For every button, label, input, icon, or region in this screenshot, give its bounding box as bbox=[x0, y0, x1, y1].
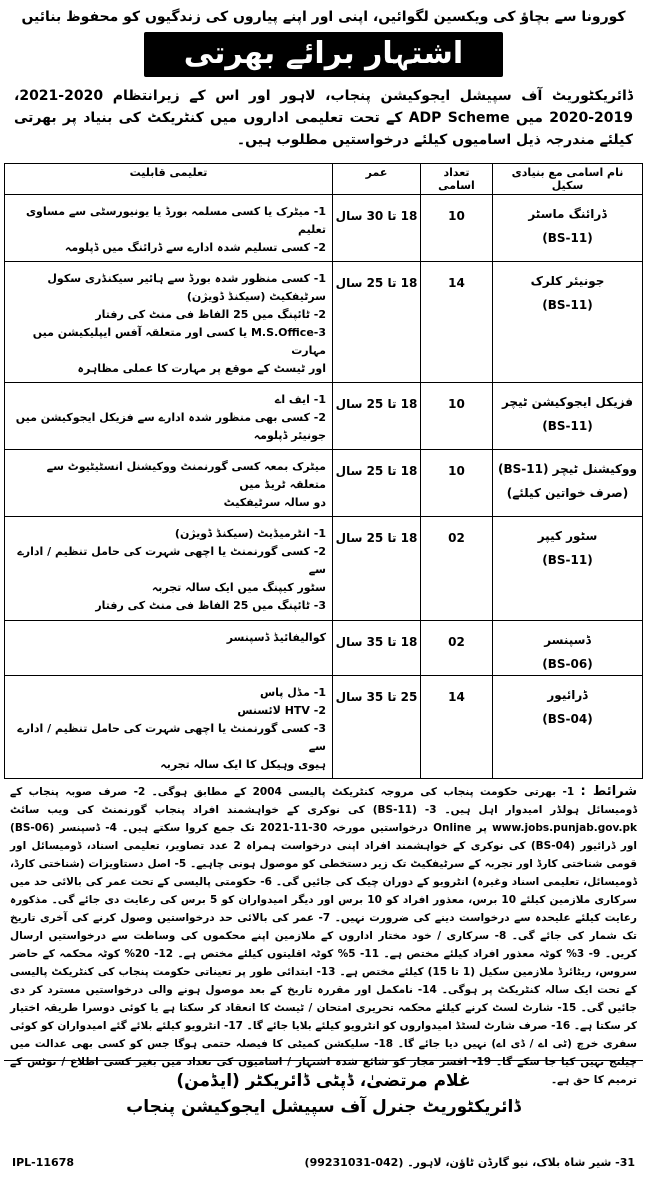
post-name: ڈرائنگ ماسٹر bbox=[528, 207, 607, 221]
post-count: 10 bbox=[421, 195, 493, 262]
qualification-cell bbox=[5, 517, 333, 621]
qualification-line: دو سالہ سرٹیفکیٹ bbox=[223, 496, 326, 509]
post-name: جونیئر کلرک bbox=[530, 274, 605, 288]
qualification-line: 2- HTV لائسنس bbox=[237, 704, 326, 717]
table-row bbox=[5, 517, 643, 621]
post-count: 14 bbox=[421, 676, 493, 779]
header-age: عمر bbox=[333, 164, 421, 195]
table-row bbox=[5, 195, 643, 262]
qualification-line: 2- کسی تسلیم شدہ ادارے سے ڈرائنگ میں ڈپلومہ bbox=[64, 241, 326, 254]
ad-title: اشتہار برائے بھرتی bbox=[144, 32, 503, 77]
table-row bbox=[5, 676, 643, 779]
qualification-cell bbox=[5, 676, 333, 779]
table-row bbox=[5, 621, 643, 676]
qualification-line: 1- ایف اے bbox=[274, 393, 326, 406]
qualification-cell bbox=[5, 621, 333, 676]
post-name: ڈسپنسر bbox=[544, 633, 591, 647]
ipl-number: IPL-11678 bbox=[12, 1155, 74, 1169]
intro-paragraph: ڈائریکٹوریٹ آف سپیشل ایجوکیشن پنجاب، لاہور اور اس کے زیرانتظام 2020-2021، 2019-2020 میں ADP Scheme کے تحت تعلیمی اداروں میں کنٹریکٹ کی بنیاد پر بھرتی کیلئے مندرجہ ذیل اسامیوں کیلئے درخواستیں مطلوب ہیں۔ bbox=[14, 88, 633, 148]
qualification-line: کوالیفائیڈ ڈسپنسر bbox=[226, 631, 326, 644]
table-row bbox=[5, 383, 643, 450]
age-limit: 18 تا 25 سال bbox=[333, 450, 421, 517]
post-scale: (BS-11) bbox=[542, 553, 593, 567]
post-count: 14 bbox=[421, 262, 493, 383]
qualification-line: 3- کسی گورنمنٹ یا اچھی شہرت کی حامل تنظیم / ادارے سے bbox=[17, 722, 326, 753]
qualification-line: 1- میٹرک یا کسی مسلمہ بورڈ یا یونیورسٹی سے مساوی تعلیم bbox=[25, 205, 326, 236]
post-count: 02 bbox=[421, 621, 493, 676]
table-body bbox=[5, 195, 643, 779]
post-scale: (BS-11) bbox=[542, 231, 593, 245]
age-limit: 18 تا 30 سال bbox=[333, 195, 421, 262]
post-name-cell bbox=[493, 262, 643, 383]
title-wrap bbox=[4, 32, 643, 77]
age-limit: 18 تا 35 سال bbox=[333, 621, 421, 676]
post-scale: (BS-04) bbox=[542, 712, 593, 726]
table-header-row bbox=[5, 164, 643, 195]
office-address: 31- شیر شاہ بلاک، نیو گارڈن ٹاؤن، لاہور۔ (042-99231031) bbox=[304, 1155, 635, 1169]
qualification-cell bbox=[5, 383, 333, 450]
post-scale: (BS-06) bbox=[542, 657, 593, 671]
post-name: ڈرائیور bbox=[547, 688, 588, 702]
post-name-cell bbox=[493, 621, 643, 676]
qualification-line: ہیوی وہیکل کا ایک سالہ تجربہ bbox=[160, 758, 326, 771]
job-advertisement bbox=[4, 4, 643, 1179]
qualification-cell bbox=[5, 450, 333, 517]
post-name-cell bbox=[493, 517, 643, 621]
table-row bbox=[5, 262, 643, 383]
qualification-line: میٹرک بمعہ کسی گورنمنٹ ووکیشنل انسٹیٹیوٹ سے متعلقہ ٹریڈ میں bbox=[46, 460, 326, 491]
age-limit: 18 تا 25 سال bbox=[333, 262, 421, 383]
post-scale: (BS-11) bbox=[542, 298, 593, 312]
post-name: ووکیشنل ٹیچر (BS-11) bbox=[498, 462, 637, 476]
signatory-org: ڈائریکٹوریٹ جنرل آف سپیشل ایجوکیشن پنجاب bbox=[126, 1097, 521, 1117]
qualification-line: 1- مڈل پاس bbox=[259, 686, 326, 699]
qualification-line: 2- کسی بھی منظور شدہ ادارے سے فزیکل ایجوکیشن میں جونیئر ڈپلومہ bbox=[15, 411, 326, 442]
qualification-line: اور ٹیسٹ کے موقع پر مہارت کا عملی مظاہرہ bbox=[77, 362, 326, 375]
signature-block bbox=[4, 1071, 643, 1117]
qualification-cell bbox=[5, 262, 333, 383]
post-count: 10 bbox=[421, 450, 493, 517]
covid-slogan: کورونا سے بچاؤ کی ویکسین لگوائیں، اپنی اور اپنے پیاروں کی زندگیوں کو محفوظ بنائیں bbox=[21, 9, 626, 25]
post-count: 10 bbox=[421, 383, 493, 450]
footer bbox=[4, 1151, 643, 1173]
post-name: فزیکل ایجوکیشن ٹیچر bbox=[501, 395, 634, 409]
qualification-line: 2- کسی گورنمنٹ یا اچھی شہرت کی حامل تنظیم / ادارے سے bbox=[17, 545, 326, 576]
qualification-cell bbox=[5, 195, 333, 262]
terms-text: 1- بھرتی حکومت پنجاب کی مروجہ کنٹریکٹ پالیسی 2004 کے مطابق ہوگی۔ 2- صرف صوبہ پنجاب کے ڈومیسائل ہولڈر امیدوار اہل ہیں۔ 3- (BS-11) کی نوکری کے خواہشمند افراد پنجاب گورنمنٹ کی ویب سائٹ www.jobs.punjab.gov.pk پر Online درخواستیں مورخہ 30-11-2021 تک جمع کروا سکتے ہیں۔ 4- ڈسپنسر (BS-06) اور ڈرائیور (BS-04) کی نوکری کے خواہشمند افراد اپنی درخواست ہمراہ 2 عدد تصاویر، تعلیمی اسناد، ڈومیسائل اور قومی شناختی کارڈ اور تجربہ کے سرٹیفکیٹ تک زیر دستخطی کو موصول ہونی چاہیے۔ 5- اصل دستاویزات (شناختی کارڈ، ڈومیسائل، تعلیمی اسناد وغیرہ) انٹرویو کے دوران چیک کی جائیں گی۔ 6- حکومتی پالیسی کے تحت عمر کی بالائی حد میں سرکاری ملازمین کیلئے 10 برس، معذور افراد کو 10 برس اور دیگر امیدواران کو 5 برس کی رعایت دی جائے گی۔ مذکورہ رعایت کیلئے علیحدہ سے درخواست دینے کی ضرورت نہیں۔ 7- عمر کی بالائی حد درخواستیں وصول کرنے کی آخری تاریخ تک شمار کی جائے گی۔ 8- سرکاری / خود مختار اداروں کے ملازمین اپنے محکموں کی وساطت سے درخواستیں ارسال کریں۔ 9- 3% کوٹہ معذور افراد کیلئے مختص ہے۔ 11- 5% کوٹہ اقلیتوں کیلئے مختص ہے۔ 12- 20% کوٹہ محکمہ کے حاضر سروس، ریٹائرڈ ملازمین سکیل (1 تا 15) کیلئے مختص ہے۔ 13- ابتدائی طور پر تعیناتی حکومت پنجاب کی کنٹریکٹ پالیسی کے تحت ایک سالہ کنٹریکٹ پر ہوگی۔ 14- نامکمل اور مقررہ تاریخ کے بعد موصول ہونے والی درخواستیں مسترد کر دی جائیں گی۔ 15- شارٹ لسٹ کرنے کیلئے محکمہ تحریری امتحان / ٹیسٹ کا انعقاد کر سکتا ہے یا کوئی دوسرا طریقہ اختیار کر سکتا ہے۔ 16- صرف شارٹ لسٹڈ امیدواروں کو انٹرویو کیلئے بلایا جائے گا۔ 17- انٹرویو کیلئے بلائے گئے امیدواران کو کوئی سفری خرچ (ٹی اے / ڈی اے) نہیں دیا جائے گا۔ 18- سلیکشن کمیٹی کا فیصلہ حتمی ہوگا جس کو کسی بھی عدالت میں چیلنج نہیں کیا جا سکے گا۔ 19- افسر مجاز کو شائع شدہ اشتہار / اسامیوں کی تعداد میں بغیر کسی اطلاع / نوٹس کے ترمیم کا حق ہے۔ bbox=[10, 786, 638, 1086]
terms-label: شرائط : bbox=[580, 784, 638, 799]
qualification-line: 1- انٹرمیڈیٹ (سیکنڈ ڈویژن) bbox=[174, 527, 326, 540]
table-row bbox=[5, 450, 643, 517]
signatory-name: غلام مرتضیٰ، ڈپٹی ڈائریکٹر (ایڈمن) bbox=[176, 1071, 471, 1091]
qualification-line: 3- ٹائپنگ میں 25 الفاظ فی منٹ کی رفتار bbox=[95, 599, 326, 612]
post-count: 02 bbox=[421, 517, 493, 621]
post-scale: (BS-11) bbox=[542, 419, 593, 433]
age-limit: 18 تا 25 سال bbox=[333, 383, 421, 450]
header-count: تعداد اسامی bbox=[421, 164, 493, 195]
qualification-line: 1- کسی منظور شدہ بورڈ سے ہائیر سیکنڈری سکول سرٹیفکیٹ (سیکنڈ ڈویژن) bbox=[47, 272, 326, 303]
post-name-cell bbox=[493, 676, 643, 779]
post-name-cell bbox=[493, 383, 643, 450]
qualification-line: M.S.Office-3 یا کسی اور متعلقہ آفس ایپلیکیشن میں مہارت bbox=[32, 326, 326, 357]
post-name-cell bbox=[493, 195, 643, 262]
age-limit: 25 تا 35 سال bbox=[333, 676, 421, 779]
vacancies-table bbox=[4, 163, 643, 779]
header-qualification: تعلیمی قابلیت bbox=[5, 164, 333, 195]
post-name-cell bbox=[493, 450, 643, 517]
post-name: سٹور کیپر bbox=[537, 529, 598, 543]
header-name: نام اسامی مع بنیادی سکیل bbox=[493, 164, 643, 195]
qualification-line: 2- ٹائپنگ میں 25 الفاظ فی منٹ کی رفتار bbox=[95, 308, 326, 321]
qualification-line: سٹور کیپنگ میں ایک سالہ تجربہ bbox=[151, 581, 326, 594]
age-limit: 18 تا 25 سال bbox=[333, 517, 421, 621]
post-scale: (صرف خواتین کیلئے) bbox=[506, 486, 629, 500]
